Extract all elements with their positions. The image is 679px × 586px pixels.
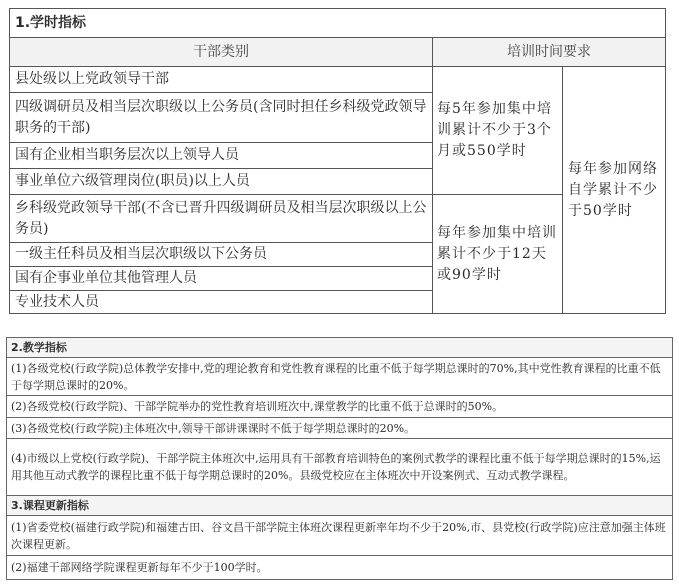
requirement-online-self-study: 每年参加网络自学累计不少于50学时	[568, 160, 658, 219]
header-training-requirement: 培训时间要求	[433, 38, 665, 67]
requirement-five-year: 每5年参加集中培训累计不少于3个月或550学时	[433, 67, 563, 195]
list-item: (2)各级党校(行政学院)、干部学院举办的党性教育培训班次中,课堂教学的比重不低于总课时的50%。	[7, 396, 672, 418]
header-cadre-category: 干部类别	[10, 38, 433, 67]
teaching-indicators-table	[6, 337, 673, 580]
list-item: (4)市级以上党校(行政学院)、干部学院主体班次中,运用具有干部教育培训特色的案例式教学的课程比重不低于每学期总课时的15%,运用其他互动式教学的课程比重不低于每学期总课时的20%。县级党校应在主体班次中开设案例式、互动式教学课程。	[7, 439, 672, 496]
requirement-annual-centralized: 每年参加集中培训累计不少于12天或90学时	[433, 195, 563, 313]
list-item: (3)各级党校(行政学院)主体班次中,领导干部讲课课时不低于每学期总课时的20%。	[7, 418, 672, 439]
table-row: 四级调研员及相当层次职级以上公务员(含同时担任乡科级党政领导职务的干部)	[10, 93, 433, 143]
table-row: 国有企事业单位其他管理人员	[10, 267, 433, 291]
section-title-course-update: 3.课程更新指标	[7, 496, 672, 516]
list-item: (1)各级党校(行政学院)总体教学安排中,党的理论教育和党性教育课程的比重不低于每学期总课时的70%,其中党性教育课程的比重不低于每学期总课时的20%。	[7, 358, 672, 396]
section-title-teaching: 2.教学指标	[7, 338, 672, 358]
list-item: (1)省委党校(福建行政学院)和福建古田、谷文昌干部学院主体班次课程更新率年均不少于20%,市、县党校(行政学院)应注意加强主体班次课程更新。	[7, 516, 672, 556]
table-row: 县处级以上党政领导干部	[10, 67, 433, 93]
section-title-hours: 1.学时指标	[10, 9, 665, 38]
training-hours-table	[9, 8, 666, 314]
list-item: (2)福建干部网络学院课程更新每年不少于100学时。	[11, 561, 268, 574]
table-row: 乡科级党政领导干部(不含已晋升四级调研员及相当层次职级以上公务员)	[10, 195, 433, 243]
table-row: 事业单位六级管理岗位(职员)以上人员	[10, 169, 433, 195]
table-row: 专业技术人员	[10, 291, 433, 313]
table-row: 一级主任科员及相当层次职级以下公务员	[10, 243, 433, 267]
table-row: 国有企业相当职务层次以上领导人员	[10, 143, 433, 169]
